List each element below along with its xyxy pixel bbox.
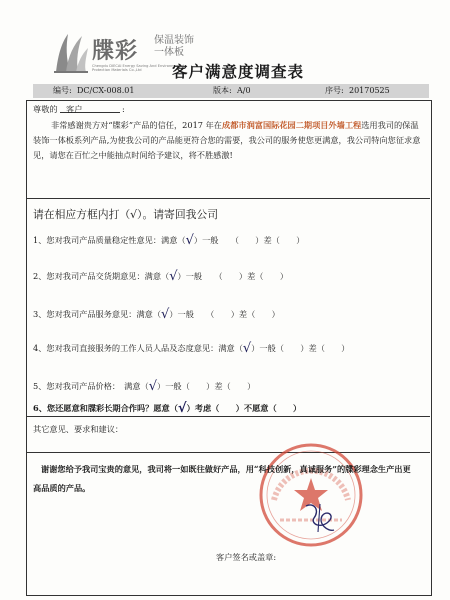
check-mark-icon: √	[161, 307, 170, 322]
question-1	[33, 232, 304, 247]
check-mark-icon: √	[242, 341, 252, 356]
question-4	[33, 340, 349, 355]
question-2-options: ）一般 （ ）差（ ）	[177, 271, 289, 281]
brand-product-line2: 一体板	[154, 47, 184, 58]
intro-text-2: 选用我司的保温装饰一体板系列产品,为使我公司的产品能更符合您的需要，我公司的服务使您更满意，我公司特向您征求意见，请您在百忙之中能抽点时间给予建议，将不胜感激!	[33, 120, 421, 160]
question-6-text: 6、您还愿意和牒彩长期合作吗？愿意（	[33, 403, 178, 413]
brand-english-line2: Protection Materials Co.,Ltd	[92, 68, 142, 73]
question-4-options: ）一般（ ）差（ ）	[251, 343, 350, 353]
intro-paragraph	[33, 118, 423, 163]
signature-icon	[300, 500, 340, 536]
brand-product-line1: 保温装饰	[154, 35, 194, 46]
brand-english-line1: Chengdu DIECAI Energy Saving And Environmental	[92, 64, 184, 68]
customer-name: 客户	[66, 104, 83, 114]
question-2	[33, 268, 288, 283]
question-2-text: 2、您对我司产品交货期意见：满意（	[33, 271, 170, 281]
question-3-text: 3、您对我司产品服务意见：满意（	[33, 309, 162, 319]
question-1-text: 1、您对我司产品质量稳定性意见：满意（	[33, 235, 186, 245]
meta-bar	[33, 84, 429, 98]
version-label: 版本:	[213, 86, 232, 95]
check-mark-icon: √	[185, 233, 194, 248]
thanks-text: 谢谢您给予我司宝贵的意见，我司将一如既往做好产品，用“科技创新，真诚服务”的牒彩理念生产出更高品质的产品。	[33, 464, 411, 493]
version-value: A/0	[237, 86, 251, 95]
divider-questions	[26, 416, 430, 417]
brand-name: 牒彩	[92, 38, 139, 64]
question-1-options: ）一般 （ ）差（ ）	[193, 235, 305, 245]
question-3	[33, 306, 280, 321]
check-mark-icon: √	[169, 269, 178, 284]
code-value: DC/CX-008.01	[77, 86, 135, 95]
brand-product	[154, 35, 194, 59]
section-heading: 请在相应方框内打（√）。请寄回我公司	[33, 208, 219, 221]
thanks-paragraph	[33, 460, 413, 498]
question-5	[33, 378, 255, 393]
check-mark-icon: √	[148, 379, 158, 394]
question-6-options: ）考虑（ ）不愿意（ ）	[186, 403, 302, 413]
serial-label: 序号:	[325, 86, 344, 95]
code-label: 编号:	[53, 86, 72, 95]
question-5-text: 5、您对我司产品价格： 满意（	[33, 381, 149, 391]
question-3-options: ）一般 （ ）差（ ）	[169, 309, 280, 319]
other-comments-label: 其它意见、要求和建议：	[33, 424, 124, 434]
check-mark-icon: √	[177, 401, 187, 416]
divider-intro	[26, 198, 430, 199]
logo-mark-icon	[52, 32, 90, 74]
signature-label: 客户签名或盖章:	[216, 552, 277, 562]
customer-name-field	[60, 104, 120, 113]
divider-other	[26, 452, 430, 453]
document-title: 客户满意度调查表	[172, 62, 305, 81]
question-6	[33, 400, 301, 415]
project-name: 成都市润富国际花园二期项目外墙工程	[222, 120, 362, 130]
greeting-prefix: 尊敬的	[33, 104, 58, 114]
question-5-options: ）一般（ ）差（ ）	[157, 381, 256, 391]
greeting-suffix: :	[122, 104, 125, 114]
intro-text-1: 非常感谢贵方对“牒彩”产品的信任，2017 年在	[51, 120, 222, 130]
serial-value: 20170525	[349, 86, 390, 95]
question-4-text: 4、您对我司直接服务的工作人员人品及态度意见：满意（	[33, 343, 243, 353]
